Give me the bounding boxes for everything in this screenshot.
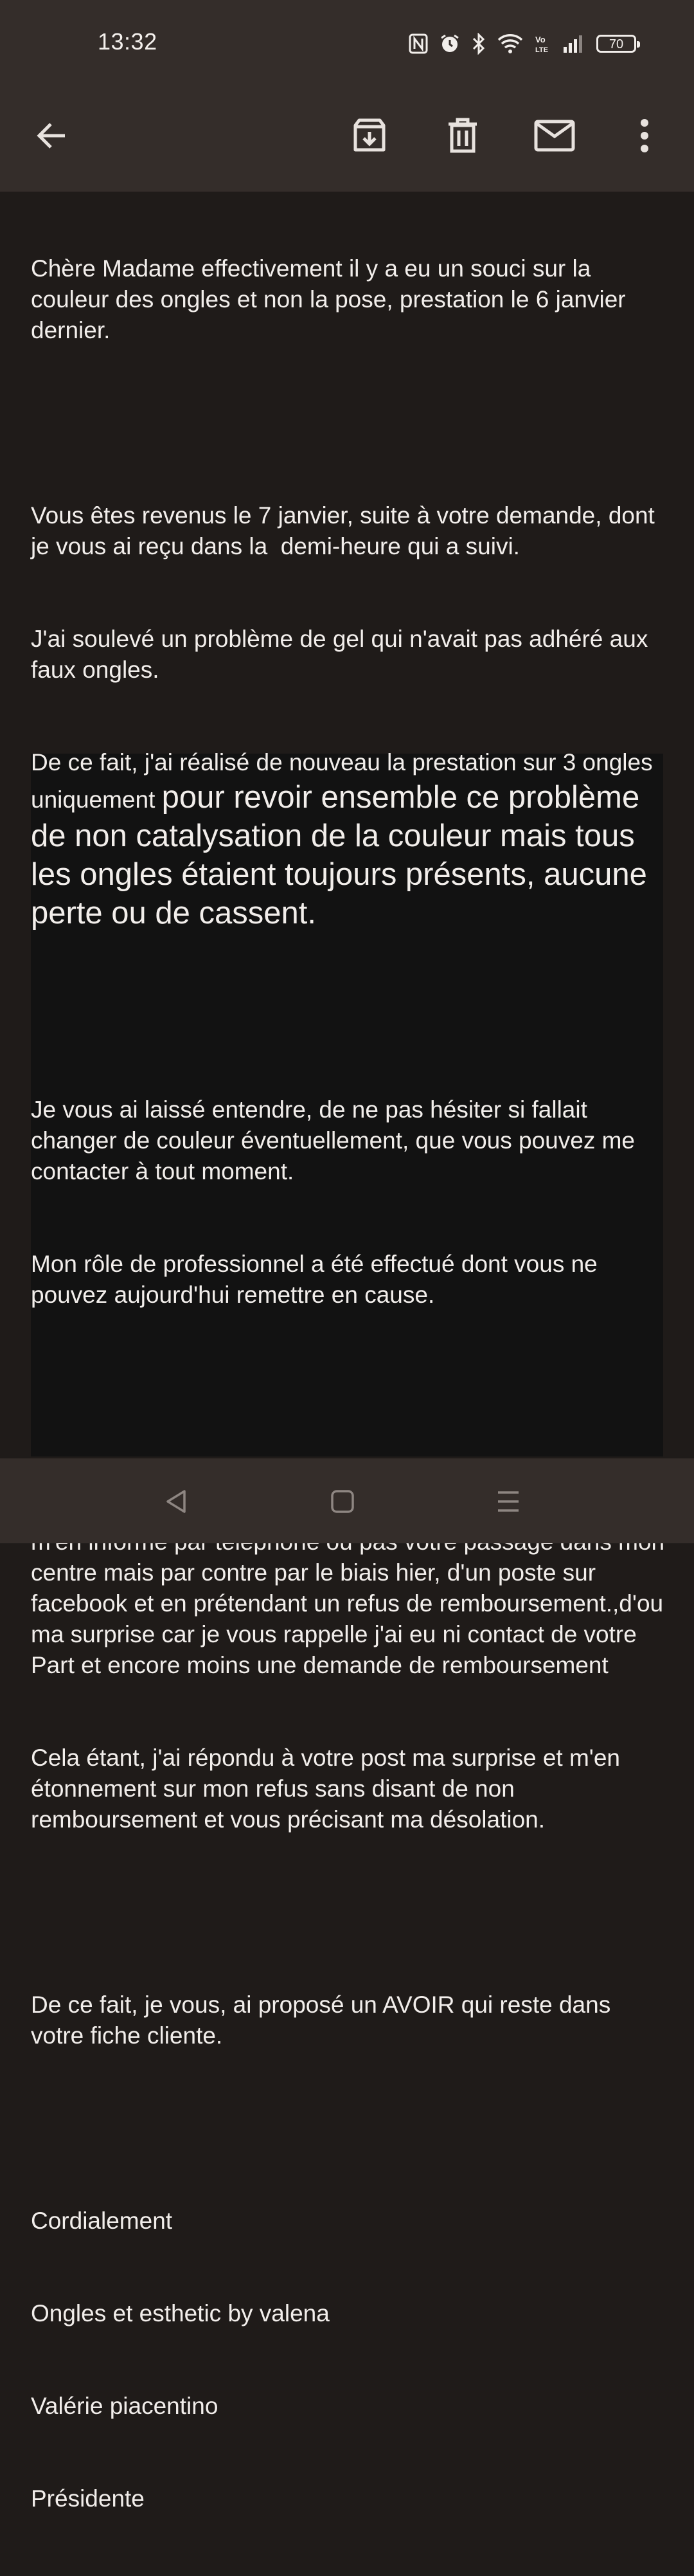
back-triangle-icon: [164, 1489, 190, 1514]
home-square-icon: [330, 1489, 355, 1514]
nav-recents-button[interactable]: [486, 1479, 531, 1524]
battery-icon: [596, 35, 636, 53]
alarm-icon: [440, 33, 460, 54]
status-icons: [409, 31, 636, 57]
battery-level: 70: [609, 37, 624, 51]
signature-name: Valérie piacentino: [31, 2393, 218, 2419]
nav-home-button[interactable]: [320, 1479, 365, 1524]
status-bar: [0, 0, 694, 87]
paragraph-4: Mon rôle de professionnel a été effectué dont vous ne pouvez aujourd'hui remettre en cause.: [31, 1251, 605, 1308]
more-vert-icon: [638, 118, 651, 154]
nfc-icon: [409, 33, 428, 54]
paragraph-6: De ce fait, je vous, ai proposé un AVOIR qui reste dans votre fiche cliente.: [31, 1991, 618, 2049]
archive-icon: [350, 116, 389, 155]
email-toolbar: [0, 87, 694, 192]
mark-unread-button[interactable]: [526, 107, 583, 165]
signal-icon: [563, 34, 585, 53]
delete-button[interactable]: [434, 107, 492, 165]
nav-back-button[interactable]: [154, 1479, 199, 1524]
svg-text:Vo: Vo: [535, 35, 546, 44]
paragraph-5a: centre mais par contre par le biais hier, d'un poste sur facebook et en prétendant un refus de remboursement.,d'ou ma surprise car je vous rappelle j'ai eu ni contact de votre Part et encore moins une demande de remboursement: [31, 1559, 664, 1678]
more-options-button[interactable]: [616, 107, 673, 165]
email-body: [0, 192, 694, 2512]
volte-icon: [535, 33, 551, 54]
paragraph-2c-small: De ce fait, j'ai réalisé de nouveau la prestation sur 3 ongles uniquement: [31, 749, 659, 813]
status-time: 13:32: [98, 28, 157, 55]
paragraph-5b: Cela étant, j'ai répondu à votre post ma surprise et m'en étonnement sur mon refus sans disant de non remboursement et vous précisant ma désolation.: [31, 1745, 627, 1833]
signature-title: Présidente: [31, 2485, 145, 2512]
paragraph-1: Chère Madame effectivement il y a eu un souci sur la couleur des ongles et non la pose, prestation le 6 janvier dernier.: [31, 255, 632, 343]
recents-menu-icon: [495, 1489, 521, 1514]
wifi-icon: [497, 33, 523, 54]
signature-closing: Cordialement: [31, 2208, 173, 2234]
paragraph-2c-large: pour revoir ensemble ce problème de non catalysation de la couleur mais tous les ongles étaient toujours présents, aucune perte ou de cassent.: [31, 780, 656, 930]
signature-company: Ongles et esthetic by valena: [31, 2300, 330, 2327]
mail-icon: [534, 120, 575, 152]
archive-button[interactable]: [341, 107, 398, 165]
svg-text:LTE: LTE: [535, 46, 548, 54]
delete-icon: [445, 116, 481, 155]
paragraph-2b: J'ai soulevé un problème de gel qui n'avait pas adhéré aux faux ongles.: [31, 626, 655, 683]
system-nav-bar: [0, 1458, 694, 1543]
paragraph-3: Je vous ai laissé entendre, de ne pas hésiter si fallait changer de couleur éventuellement, que vous pouvez me contacter à tout moment.: [31, 1096, 642, 1184]
paragraph-2c: [31, 747, 667, 932]
bluetooth-icon: [472, 33, 486, 55]
paragraph-2a: Vous êtes revenus le 7 janvier, suite à votre demande, dont je vous ai reçu dans la demi-heure qui a suivi.: [31, 502, 662, 559]
email-text: [31, 192, 667, 2576]
back-button[interactable]: [23, 107, 81, 165]
back-arrow-icon: [34, 118, 70, 154]
